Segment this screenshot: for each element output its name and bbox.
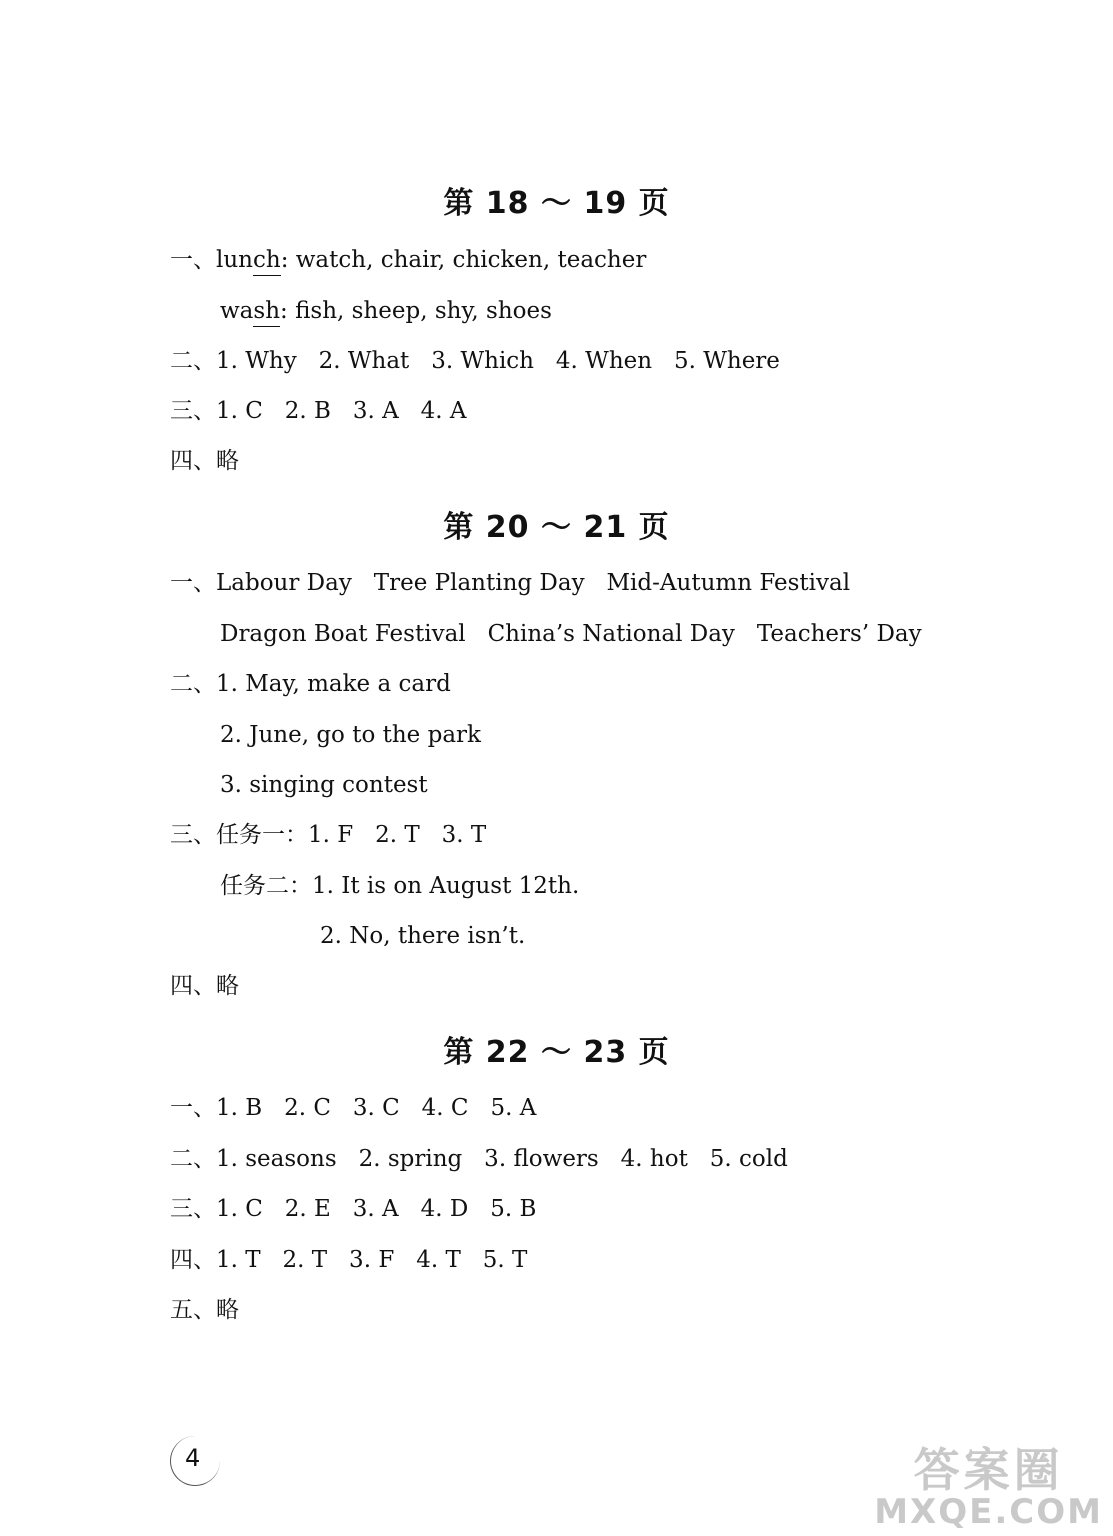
answer-line: 四、略 xyxy=(170,448,239,474)
answer-line: 一、1. B 2. C 3. C 4. C 5. A xyxy=(170,1095,537,1121)
watermark-url: MXQE.COM xyxy=(874,1492,1103,1532)
answer-line: wash: fish, sheep, shy, shoes xyxy=(220,298,552,324)
section-heading: 第 18 ～ 19 页 xyxy=(443,186,670,221)
answer-line: 任务二：1. It is on August 12th. xyxy=(220,873,580,899)
answer-line: 二、1. May, make a card xyxy=(170,671,451,697)
answer-line: 三、任务一：1. F 2. T 3. T xyxy=(170,822,487,848)
watermark-logo-text: 答案圈 xyxy=(913,1443,1064,1497)
answer-line: 五、略 xyxy=(170,1297,239,1323)
answer-line: 2. No, there isn’t. xyxy=(320,923,526,949)
underlined-letters: sh xyxy=(253,298,281,324)
watermark-logo xyxy=(874,1434,1103,1532)
answer-line: 一、lunch: watch, chair, chicken, teacher xyxy=(170,247,647,273)
answer-line: 三、1. C 2. B 3. A 4. A xyxy=(170,398,467,424)
answer-line: 一、Labour Day Tree Planting Day Mid-Autumn Festival xyxy=(170,570,851,596)
answer-line: 2. June, go to the park xyxy=(220,722,481,748)
answer-line: Dragon Boat Festival China’s National Day Teachers’ Day xyxy=(220,621,922,647)
page-number-badge xyxy=(170,1436,220,1486)
answer-line: 二、1. seasons 2. spring 3. flowers 4. hot 5. cold xyxy=(170,1146,788,1172)
page-number: 4 xyxy=(185,1444,201,1472)
section-heading: 第 22 ～ 23 页 xyxy=(443,1035,670,1070)
answer-line: 四、1. T 2. T 3. F 4. T 5. T xyxy=(170,1247,528,1273)
answer-line: 二、1. Why 2. What 3. Which 4. When 5. Where xyxy=(170,348,780,374)
answer-line: 四、略 xyxy=(170,973,239,999)
answer-line: 三、1. C 2. E 3. A 4. D 5. B xyxy=(170,1196,537,1222)
answer-line: 3. singing contest xyxy=(220,772,428,798)
underlined-letters: ch xyxy=(252,247,281,273)
section-heading: 第 20 ～ 21 页 xyxy=(443,510,670,545)
